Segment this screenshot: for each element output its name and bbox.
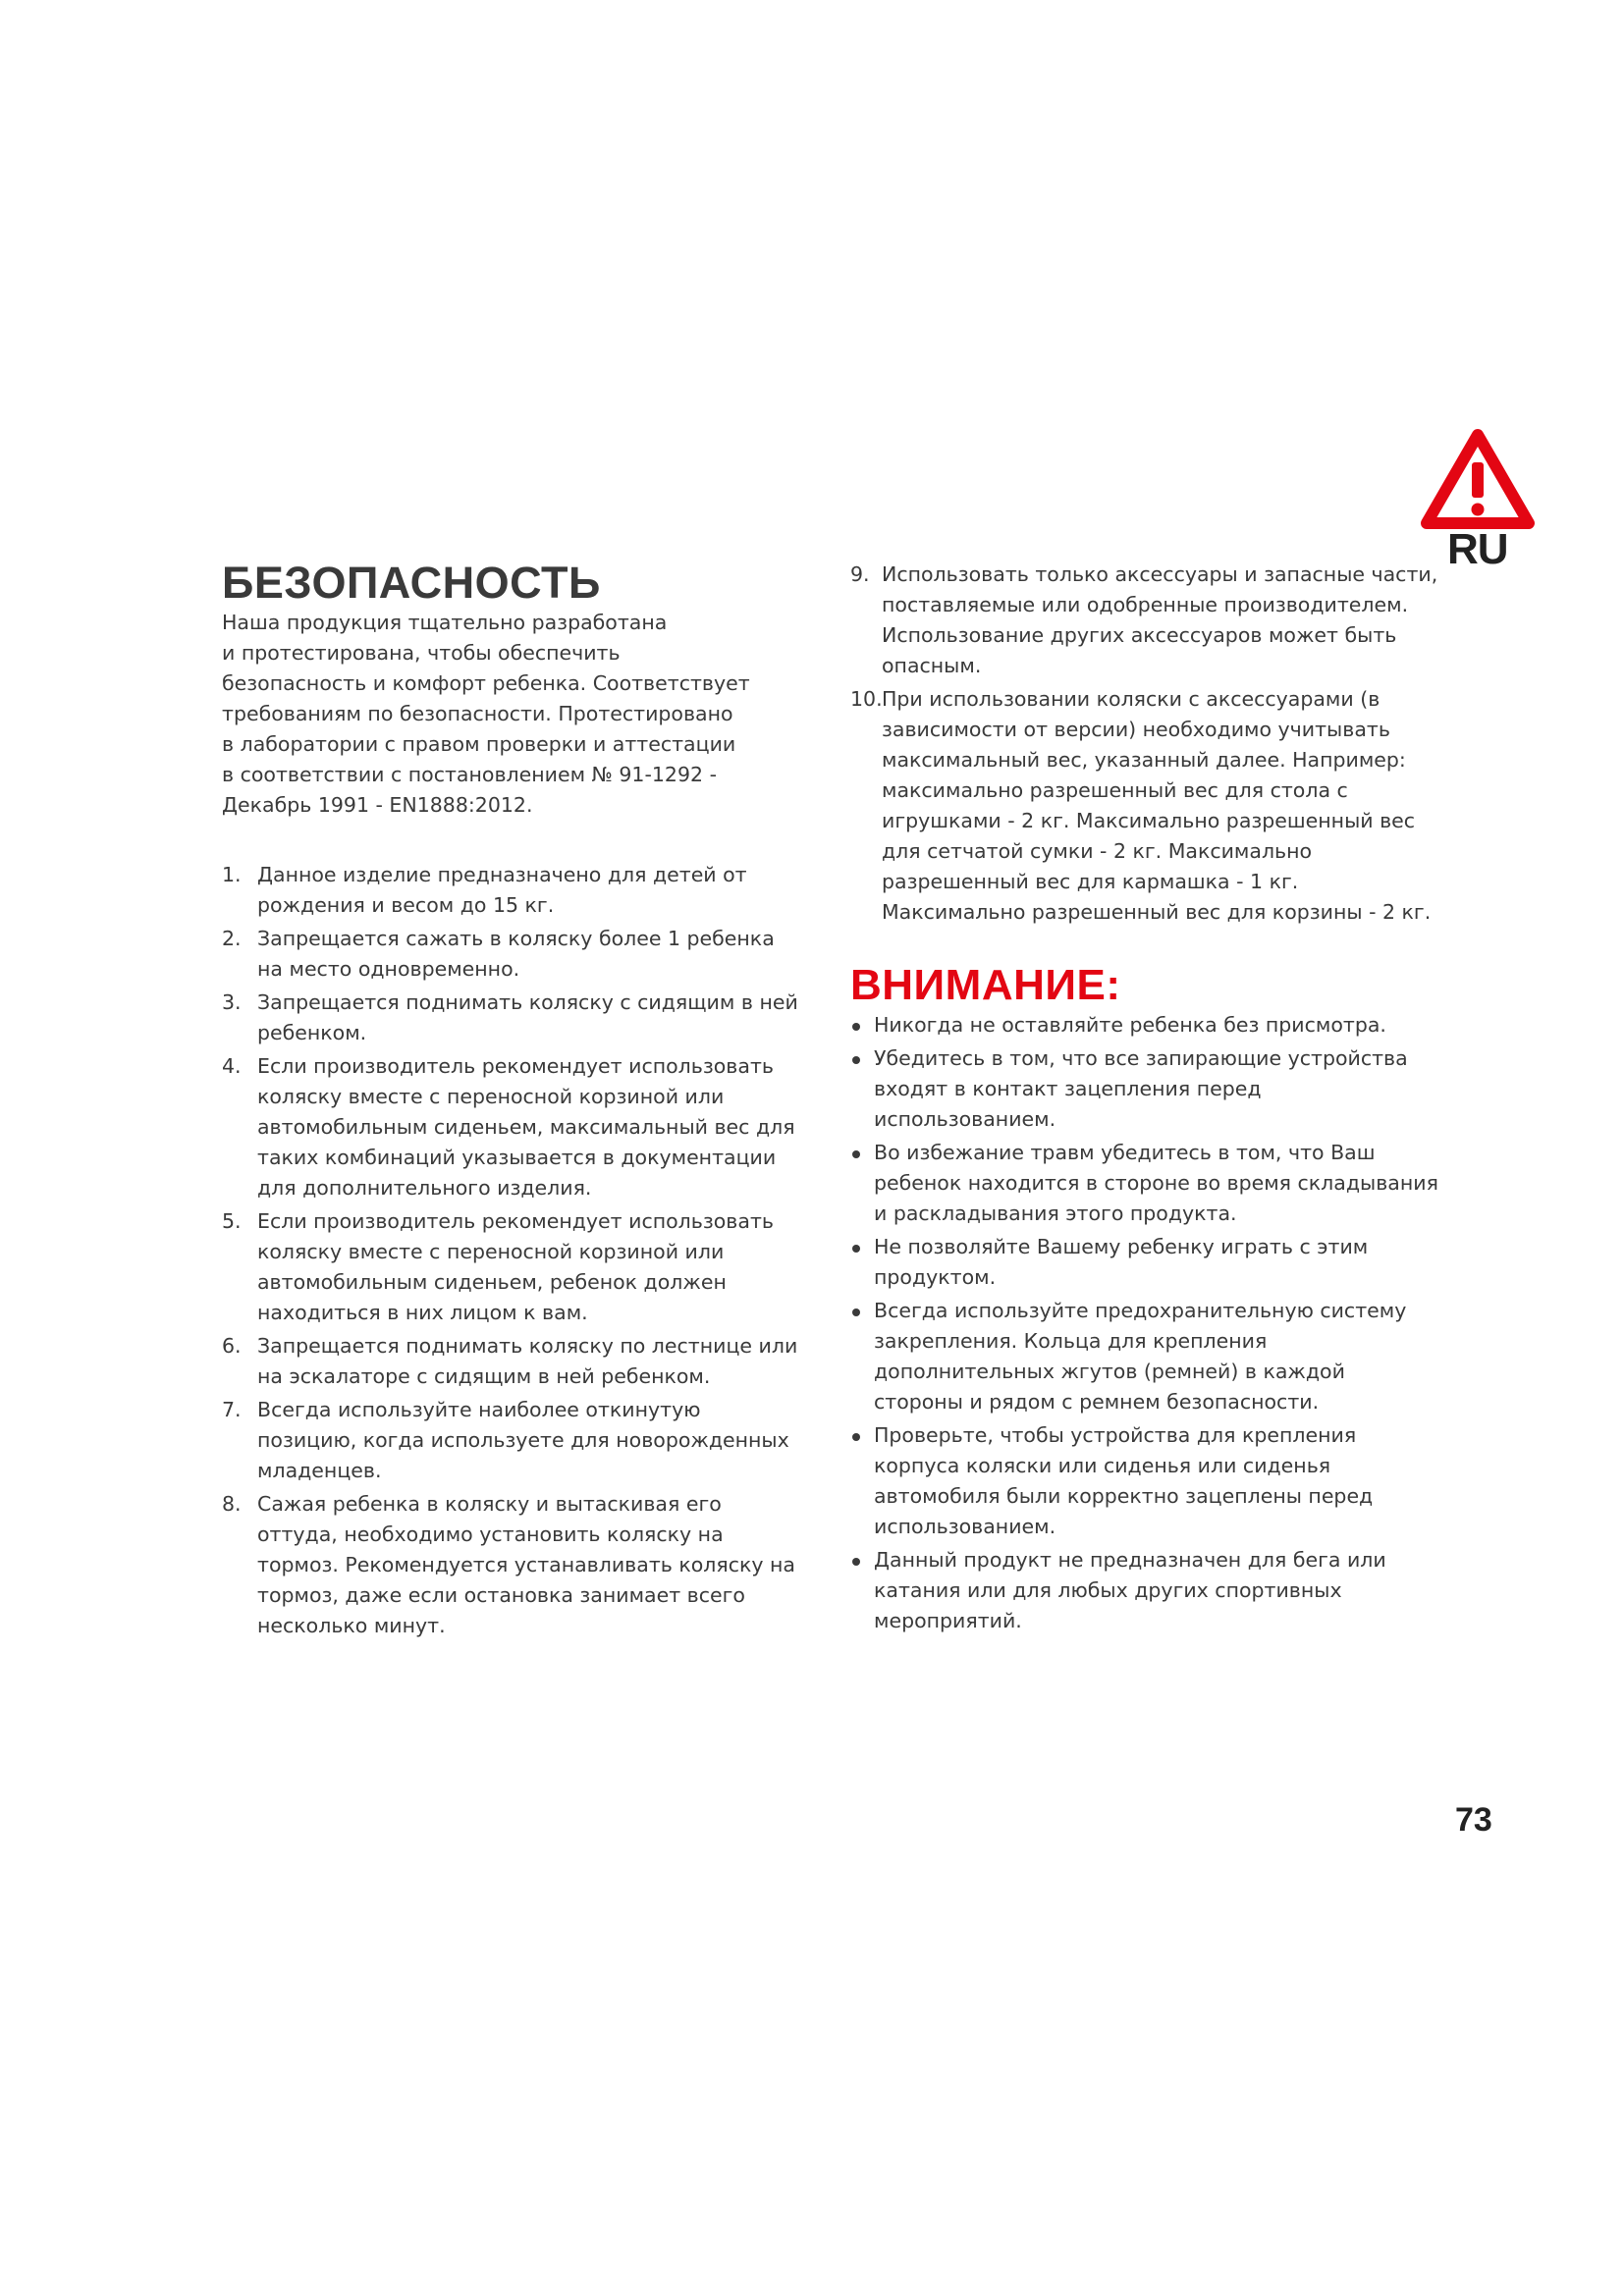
warning-item — [850, 1138, 1439, 1229]
warning-list — [850, 1010, 1439, 1636]
item-number: 10. — [850, 687, 883, 711]
item-number: 8. — [222, 1492, 242, 1517]
item-text: Данное изделие предназначено для детей от рождения и весом до 15 кг. — [257, 863, 747, 918]
item-number: 2. — [222, 927, 242, 951]
item-text: Запрещается поднимать коляску по лестнице или на эскалаторе с сидящим в ней ребенком. — [257, 1334, 798, 1389]
warning-item — [850, 1545, 1439, 1636]
bullet-icon — [852, 1433, 860, 1441]
item-text: Если производитель рекомендует использовать коляску вместе с переносной корзиной или автомобильным сиденьем, ребенок должен находиться в них лицом к вам. — [257, 1209, 774, 1325]
right-column — [850, 560, 1439, 1639]
item-text: Использовать только аксессуары и запасные части, поставляемые или одобренные производителем. Использование других аксессуаров может быть опасным. — [882, 562, 1438, 677]
bullet-icon — [852, 1558, 860, 1566]
page-number: 73 — [1455, 1801, 1492, 1839]
warning-text: Никогда не оставляйте ребенка без присмотра. — [874, 1013, 1386, 1038]
item-text: Если производитель рекомендует использовать коляску вместе с переносной корзиной или автомобильным сиденьем, максимальный вес для таких комбинаций указывается в документации для дополнительного изделия. — [257, 1054, 795, 1201]
warning-text: Убедитесь в том, что все запирающие устройства входят в контакт зацепления перед использованием. — [874, 1046, 1408, 1132]
item-text: Всегда используйте наиболее откинутую позицию, когда используете для новорожденных младенцев. — [257, 1398, 789, 1483]
warning-text: Данный продукт не предназначен для бега или катания или для любых других спортивных мероприятий. — [874, 1548, 1386, 1633]
warning-text: Не позволяйте Вашему ребенку играть с этим продуктом. — [874, 1235, 1369, 1290]
safety-item — [850, 684, 1439, 928]
safety-item — [850, 560, 1439, 681]
bullet-icon — [852, 1308, 860, 1316]
safety-intro: Наша продукция тщательно разработана и протестирована, чтобы обеспечить безопасность и комфорт ребенка. Соответствует требованиям по безопасности. Протестировано в лаборатории с правом проверки и аттестации в соответствии с постановлением № 91-1292 - Декабрь 1991 - EN1888:2012. — [222, 611, 750, 818]
safety-list-continued — [850, 560, 1439, 928]
item-number: 9. — [850, 562, 870, 586]
warning-item — [850, 1232, 1439, 1293]
warning-triangle-icon — [1419, 427, 1537, 533]
safety-item — [222, 988, 801, 1048]
item-number: 5. — [222, 1209, 242, 1234]
safety-item — [222, 1395, 801, 1486]
item-text: Сажая ребенка в коляску и вытаскивая его оттуда, необходимо установить коляску на тормоз. Рекомендуется устанавливать коляску на тормоз, даже если остановка занимает всего несколько минут. — [257, 1492, 795, 1638]
safety-item — [222, 1331, 801, 1392]
safety-item — [222, 1206, 801, 1328]
warning-item — [850, 1043, 1439, 1135]
warning-heading: ВНИМАНИЕ: — [850, 961, 1121, 1009]
safety-list — [222, 860, 801, 1641]
bullet-icon — [852, 1150, 860, 1158]
bullet-icon — [852, 1056, 860, 1064]
bullet-icon — [852, 1245, 860, 1253]
safety-item — [222, 924, 801, 985]
item-text: При использовании коляски с аксессуарами (в зависимости от версии) необходимо учитывать максимальный вес, указанный далее. Например: максимально разрешенный вес для стола с игрушками - 2 кг. Максимально разрешенный вес для сетчатой сумки - 2 кг. Максимально разрешенный вес для кармашка - 1 кг. Максимально разрешенный вес для корзины - 2 кг. — [882, 687, 1432, 924]
warning-text: Во избежание травм убедитесь в том, что Ваш ребенок находится в стороне во время складывания и раскладывания этого продукта. — [874, 1141, 1438, 1226]
safety-item — [222, 860, 801, 921]
item-number: 7. — [222, 1398, 242, 1422]
item-text: Запрещается поднимать коляску с сидящим в ней ребенком. — [257, 990, 798, 1045]
language-code: RU — [1447, 525, 1508, 573]
item-number: 4. — [222, 1054, 242, 1079]
item-number: 3. — [222, 990, 242, 1015]
safety-heading: БЕЗОПАСНОСТЬ — [222, 558, 601, 608]
left-column — [222, 560, 801, 1644]
item-number: 6. — [222, 1334, 242, 1359]
item-text: Запрещается сажать в коляску более 1 ребенка на место одновременно. — [257, 927, 775, 982]
warning-item — [850, 1420, 1439, 1542]
warning-text: Проверьте, чтобы устройства для крепления корпуса коляски или сиденья или сиденья автомобиля были корректно зацеплены перед использованием. — [874, 1423, 1374, 1539]
bullet-icon — [852, 1023, 860, 1031]
safety-item — [222, 1051, 801, 1203]
safety-item — [222, 1489, 801, 1641]
item-number: 1. — [222, 863, 242, 887]
warning-item — [850, 1010, 1439, 1041]
warning-item — [850, 1296, 1439, 1417]
warning-text: Всегда используйте предохранительную систему закрепления. Кольца для крепления дополнительных жгутов (ремней) в каждой стороны и рядом с ремнем безопасности. — [874, 1299, 1407, 1415]
